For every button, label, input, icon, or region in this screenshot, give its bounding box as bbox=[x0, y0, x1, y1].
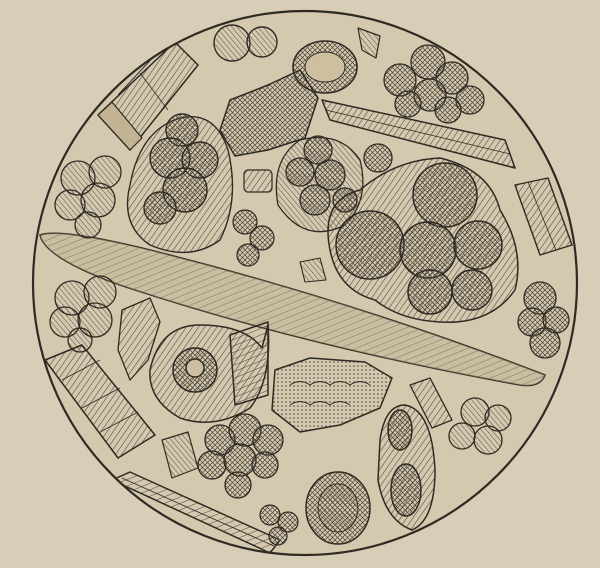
spiral-shell bbox=[150, 322, 269, 422]
oval-granule-bottom bbox=[306, 472, 370, 544]
twin-granule-top bbox=[214, 25, 277, 61]
small-cell bbox=[244, 170, 272, 192]
